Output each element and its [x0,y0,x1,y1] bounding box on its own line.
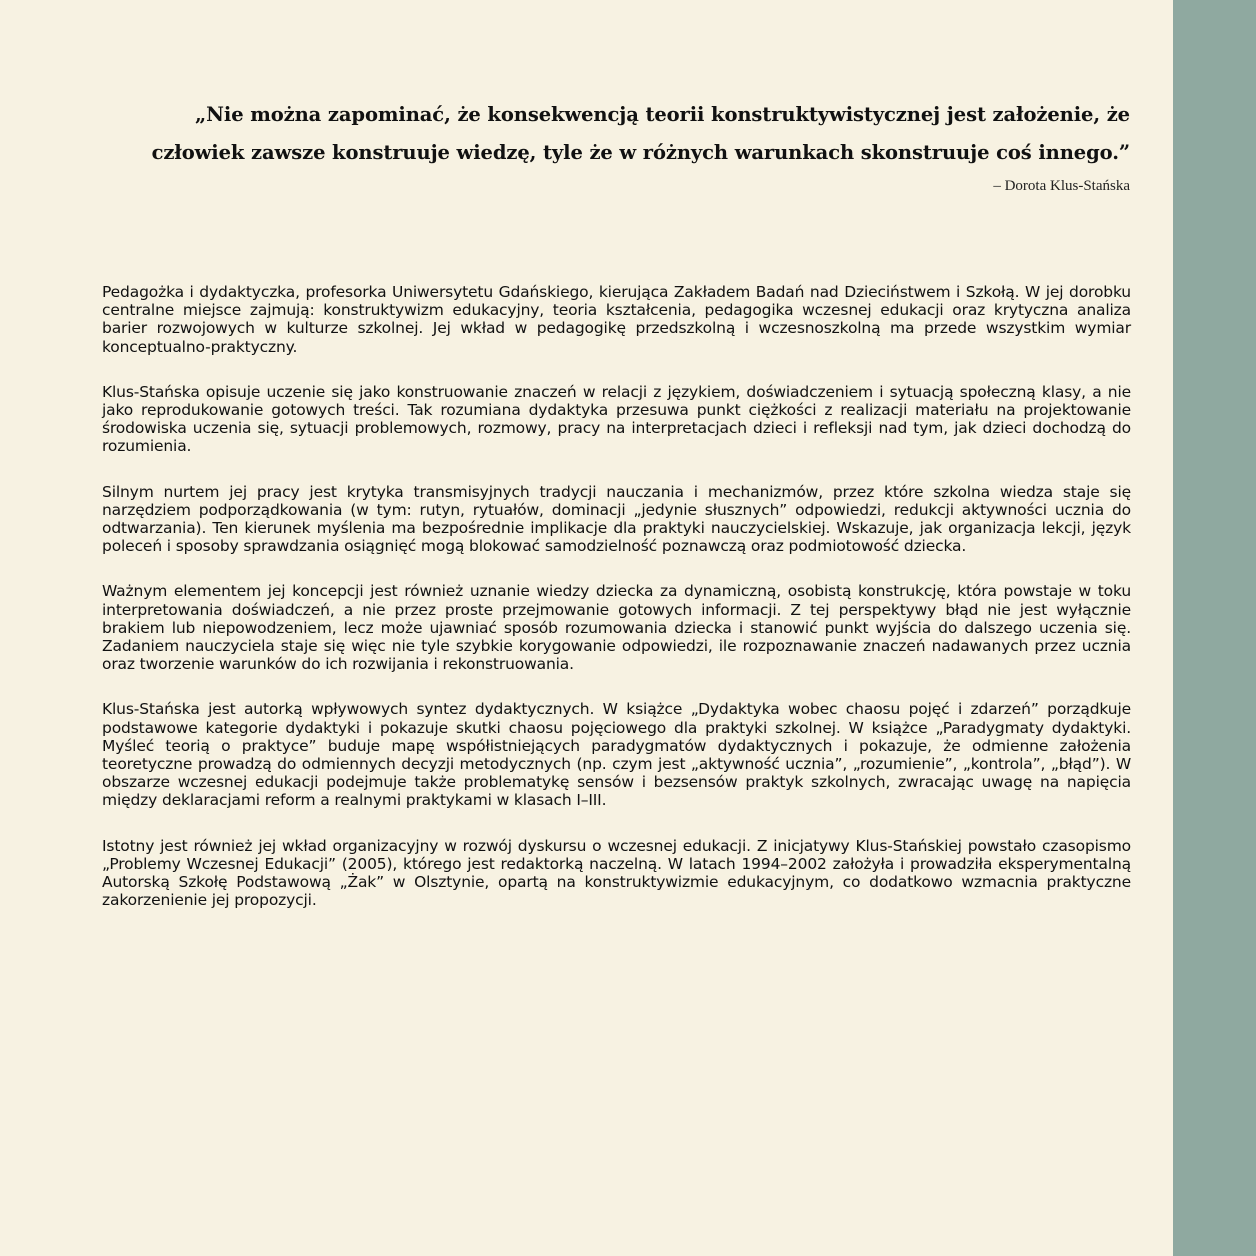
quote-block [130,96,1130,195]
paragraph-4: Ważnym elementem jej koncepcji jest również uznanie wiedzy dziecka za dynamiczną, osobistą konstrukcję, która powstaje w toku interpretowania doświadczeń, a nie przez proste przejmowanie gotowych informacji. Z tej perspektywy błąd nie jest wyłącznie brakiem lub niepowodzeniem, lecz może ujawniać sposób rozumowania dziecka i stanowić punkt wyjścia do dalszego uczenia się. Zadaniem nauczyciela staje się więc nie tyle szybkie korygowanie odpowiedzi, ile rozpoznawanie znaczeń nadawanych przez ucznia oraz tworzenie warunków do ich rozwijania i rekonstruowania. [102,582,1131,674]
paragraph-5: Klus-Stańska jest autorką wpływowych syntez dydaktycznych. W książce „Dydaktyka wobec chaosu pojęć i zdarzeń” porządkuje podstawowe kategorie dydaktyki i pokazuje skutki chaosu pojęciowego dla praktyki szkolnej. W książce „Paradygmaty dydaktyki. Myśleć teorią o praktyce” buduje mapę współistniejących paradygmatów dydaktycznych i pokazuje, że odmienne założenia teoretyczne prowadzą do odmiennych decyzji metodycznych (np. czym jest „aktywność ucznia”, „rozumienie”, „kontrola”, „błąd”). W obszarze wczesnej edukacji podejmuje także problematykę sensów i bezsensów praktyk szkolnych, zwracając uwagę na napięcia między deklaracjami reform a realnymi praktykami w klasach I–III. [102,700,1131,810]
side-color-band [1173,0,1256,1256]
paragraph-3: Silnym nurtem jej pracy jest krytyka transmisyjnych tradycji nauczania i mechanizmów, przez które szkolna wiedza staje się narzędziem podporządkowania (w tym: rutyn, rytuałów, dominacji „jedynie słusznych” odpowiedzi, redukcji aktywności ucznia do odtwarzania). Ten kierunek myślenia ma bezpośrednie implikacje dla praktyki nauczycielskiej. Wskazuje, jak organizacja lekcji, język poleceń i sposoby sprawdzania osiągnięć mogą blokować samodzielność poznawczą oraz podmiotowość dziecka. [102,482,1131,556]
paragraph-6: Istotny jest również jej wkład organizacyjny w rozwój dyskursu o wczesnej edukacji. Z inicjatywy Klus-Stańskiej powstało czasopismo „Problemy Wczesnej Edukacji” (2005), którego jest redaktorką naczelną. W latach 1994–2002 założyła i prowadziła eksperymentalną Autorską Szkołę Podstawową „Żak” w Olsztynie, opartą na konstruktywizmie edukacyjnym, co dodatkowo wzmacnia praktyczne zakorzenienie jej propozycji. [102,836,1131,910]
body-text [102,283,1131,936]
quote-author: – Dorota Klus-Stańska [993,178,1130,194]
quote-text: „Nie można zapominać, że konsekwencją teorii konstruktywistycznej jest założenie, że człowiek zawsze konstruuje wiedzę, tyle że w różnych warunkach skonstruuje coś innego.” [151,103,1130,164]
paragraph-2: Klus-Stańska opisuje uczenie się jako konstruowanie znaczeń w relacji z językiem, doświadczeniem i sytuacją społeczną klasy, a nie jako reprodukowanie gotowych treści. Tak rozumiana dydaktyka przesuwa punkt ciężkości z realizacji materiału na projektowanie środowiska uczenia się, sytuacji problemowych, rozmowy, pracy na interpretacjach dzieci i refleksji nad tym, jak dzieci dochodzą do rozumienia. [102,382,1131,456]
paragraph-1: Pedagożka i dydaktyczka, profesorka Uniwersytetu Gdańskiego, kierująca Zakładem Badań nad Dzieciństwem i Szkołą. W jej dorobku centralne miejsce zajmują: konstruktywizm edukacyjny, teoria kształcenia, pedagogika wczesnej edukacji oraz krytyczna analiza barier rozwojowych w kulturze szkolnej. Jej wkład w pedagogikę przedszkolną i wczesnoszkolną ma przede wszystkim wymiar konceptualno-praktyczny. [102,283,1131,356]
